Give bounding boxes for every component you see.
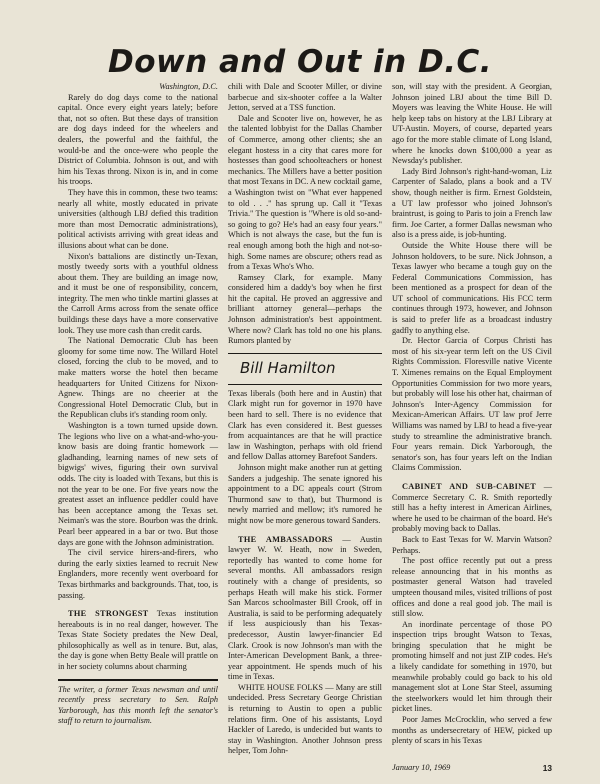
- page-title: Down and Out in D.C.: [107, 44, 493, 80]
- dateline: Washington, D.C.: [159, 82, 218, 91]
- section-text: —Commerce Secretary C. R. Smith reportedly still has a hefty interest in American Airlines, where he used to be chairman of the board. He's probably moving back to Dallas.: [392, 481, 552, 534]
- paragraph: Poor James McCrocklin, who served a few months as undersecretary of HEW, picked up plenty of scars in his Texas: [392, 715, 552, 746]
- section-heading-ambassadors: THE AMBASSADORS: [238, 534, 333, 544]
- author-bio: The writer, a former Texas newsman and until recently press secretary to Sen. Ralph Yarborough, has this month left the senator's staff to return to journalism.: [58, 684, 218, 726]
- paragraph: Dr. Hector Garcia of Corpus Christi has most of his six-year term left on the US Civil Rights Commission. Floresville native Vicente T. Ximenes remains on the Equal Employment Opportunities Commission for two more years, but probably will lose his other hat, chairman of Johnson's Inter-Agency Commission for Mexican-American Affairs. UT law prof Jerre Williams was named by LBJ to head a five-year study to streamline the administrative branch. Four years remain. Dick Yarborough, the senator's son, has four years left on the Indian Claims Commission.: [392, 336, 552, 473]
- paragraph: Dale and Scooter live on, however, he as the talented lobbyist for the Dallas Chamber of Commerce, among other clients; she an elegant hostess in a city that cares more for hostesses than good schoolteachers or honest mechanics. The Millers have a better position that most Texans in DC. A new cocktail game, a Washington twist on "What ever happened to old . . ." has sprung up. Call it "Texas Trivia." The question is "Where is old so-and-so going to go? He's had an easy four years." Which is not always the case, but the fun is real enough among both the high and not-so-high. Some names are obscure; others read as from a Texas Who's Who.: [228, 113, 382, 272]
- paragraph: Texas liberals (both here and in Austin) that Clark might run for governor in 1970 have been hard to sell. There is no evidence that Clark has even considered it. Best guesses from acquaintances are that he will practice law in Washington, perhaps with old friend and fellow Dallas attorney Barefoot Sanders.: [228, 388, 382, 462]
- paragraph: Back to East Texas for W. Marvin Watson? Perhaps.: [392, 534, 552, 555]
- paragraph: An inordinate percentage of those PO inspection trips brought Watson to Texas, bringing speculation that he might be promoting himself and not just ZIP codes. He's a likely candidate for something in 1970, but meanwhile probably could go back to his old management slot at Lone Star Steel, assuming the steelworkers would let him through their picket lines.: [392, 619, 552, 714]
- paragraph: Rarely do dog days come to the national capital. Once every eight years lately; before that, not so often. But these days of transition are dog days indeed for the wheelers and dealers, the powerful and the faithful, the would-be and the once-were who people the District of Columbia. Johnson is out, and with him his Texas throng. Nixon is in, and in come his troops.: [58, 92, 218, 187]
- paragraph: The National Democratic Club has been gloomy for some time now. The Willard Hotel closed, forcing the club to be moved, and to make matters worse the hotel then became headquarters for United Citizens for Nixon-Agnew. Things are no cheerier at the Congressional Hotel Democratic Club, but in the Republican clubs it's standing room only.: [58, 336, 218, 420]
- paragraph: Johnson might make another run at getting Sanders a judgeship. The senate ignored his appointment to a DC appeals court (Strom Thurmond saw to that), but Thurmond is newly married and mellow; it's rumored he might now be more generous toward Sanders.: [228, 463, 382, 525]
- section-paragraph: [228, 535, 382, 683]
- page-number: 13: [542, 763, 552, 773]
- section-heading-strongest: THE STRONGEST: [68, 609, 149, 619]
- paragraph: Nixon's battalions are distinctly un-Texan, mostly tweedy sorts with a youthful oldness about them. They are building an image now, and it must be one of responsibility, concern, integrity. The men who tinkle martini glasses at the Carroll Arms across from the senate office buildings these days have a more conservative look. They use more cash than credit cards.: [58, 251, 218, 335]
- paragraph: The post office recently put out a press release announcing that in his months as postmaster general Watson had traveled umpteen thousand miles, visited trillions of post offices and done a real good job. The mail is still slow.: [392, 556, 552, 619]
- section-text: Texas institution hereabouts is in no real danger, however. The Texas State Society predates the New Deal, philosophically as well as in tenure. But, alas, the day is gone when Betty Beale will prattle on in her society columns about charming: [58, 609, 218, 672]
- paragraph: Washington is a town turned upside down. The legions who live on a what-and-who-you-know basis are doing frantic homework — gladhanding, learning names of new sets of bigwigs' wives, figuring their own survival odds. The city is loaded with Texans, but this is not the year to be one. For five years now the greatest asset an influence peddler could have has been acceptance among the Texas set. Neiman's was the store. Bourbon was the drink. Pearl beer appeared in a bar or two. But those days are gone with the Johnson administration.: [58, 421, 218, 547]
- column-1: [58, 82, 218, 727]
- paragraph: Outside the White House there will be Johnson holdovers, to be sure. Nick Johnson, a Texas lawyer who became a tough guy on the Federal Communications Commission, has been mentioned as a prospect for dean of the UT school of communications. His FCC term continues through 1973, however, and Johnson is said to prefer life as a broadcast industry gadfly to anything else.: [392, 240, 552, 335]
- page-footer: [392, 763, 552, 773]
- column-3: [392, 82, 552, 747]
- paragraph: chili with Dale and Scooter Miller, or divine barbecue and six-shooter coffee a la Walter Jetton, served at a TSS function.: [228, 82, 382, 113]
- column-2: [228, 82, 382, 757]
- author-byline: Bill Hamilton: [240, 358, 336, 377]
- paragraph: son, will stay with the president. A Georgian, Johnson joined LBJ about the time Bill D. Moyers was leaving the White House. He will help keep tabs on history at the LBJ Library at UT-Austin. Moyers, of course, departed years ago for the more stable climate of Long Island, where he knocks down $100,000 a year as Newsday's publisher.: [392, 82, 552, 166]
- paragraph: The civil service hirers-and-firers, who during the early sixties learned to recruit New Englanders, more recently went overboard for Texas birthmarks and backgrounds. That, too, is passing.: [58, 548, 218, 600]
- divider: [228, 384, 382, 385]
- section-paragraph: [58, 609, 218, 673]
- divider: [58, 679, 218, 681]
- issue-date: January 10, 1969: [392, 763, 451, 772]
- paragraph: WHITE HOUSE FOLKS — Many are still undecided. Press Secretary George Christian is returning to Austin to open a public relations firm. One of his assistants, Loyd Hackler of Laredo, is undecided but wants to stay in Washington. Another Johnson press helper, Tom John-: [228, 682, 382, 756]
- paragraph: Lady Bird Johnson's right-hand-woman, Liz Carpenter of Salado, plans a book and a TV show, though neither is firm. Ernest Goldstein, a UT law professor who joined Johnson's braintrust, is going to Paris to join a French law firm. Joe Carter, a former Dallas newsman who also is a press aide, is job-hunting.: [392, 166, 552, 240]
- section-text: — Austin lawyer W. W. Heath, now in Sweden, reportedly has wanted to come home for several months. All ambassadors resign routinely with a change of presidents, so perhaps Heath will make his stick. Former San Marcos schoolmaster Bill Crook, off in Australia, is said to be performing adequately if less auspiciously than his Texas-predecessor, Austin lawyer-financier Ed Clark. Crook is now Johnson's man with the Inter-American Development Bank, a three-year appointment. He spends much of his time in Texas.: [228, 534, 382, 682]
- section-heading-cabinet: CABINET AND SUB-CABINET: [402, 481, 537, 491]
- paragraph: They have this in common, these two teams: nearly all white, mostly educated in private universities (although LBJ defied this tradition more than most Democratic administrations), political activists arriving with great ideas and illusions about what can be done.: [58, 187, 218, 250]
- paragraph: Ramsey Clark, for example. Many considered him a daddy's boy when he first hit the capital. He proved an aggressive and brilliant attorney general—perhaps the Johnson administration's best appointment. Where now? Clark has told no one his plans. Rumors planted by: [228, 272, 382, 346]
- divider: [228, 353, 382, 354]
- section-paragraph: [392, 482, 552, 535]
